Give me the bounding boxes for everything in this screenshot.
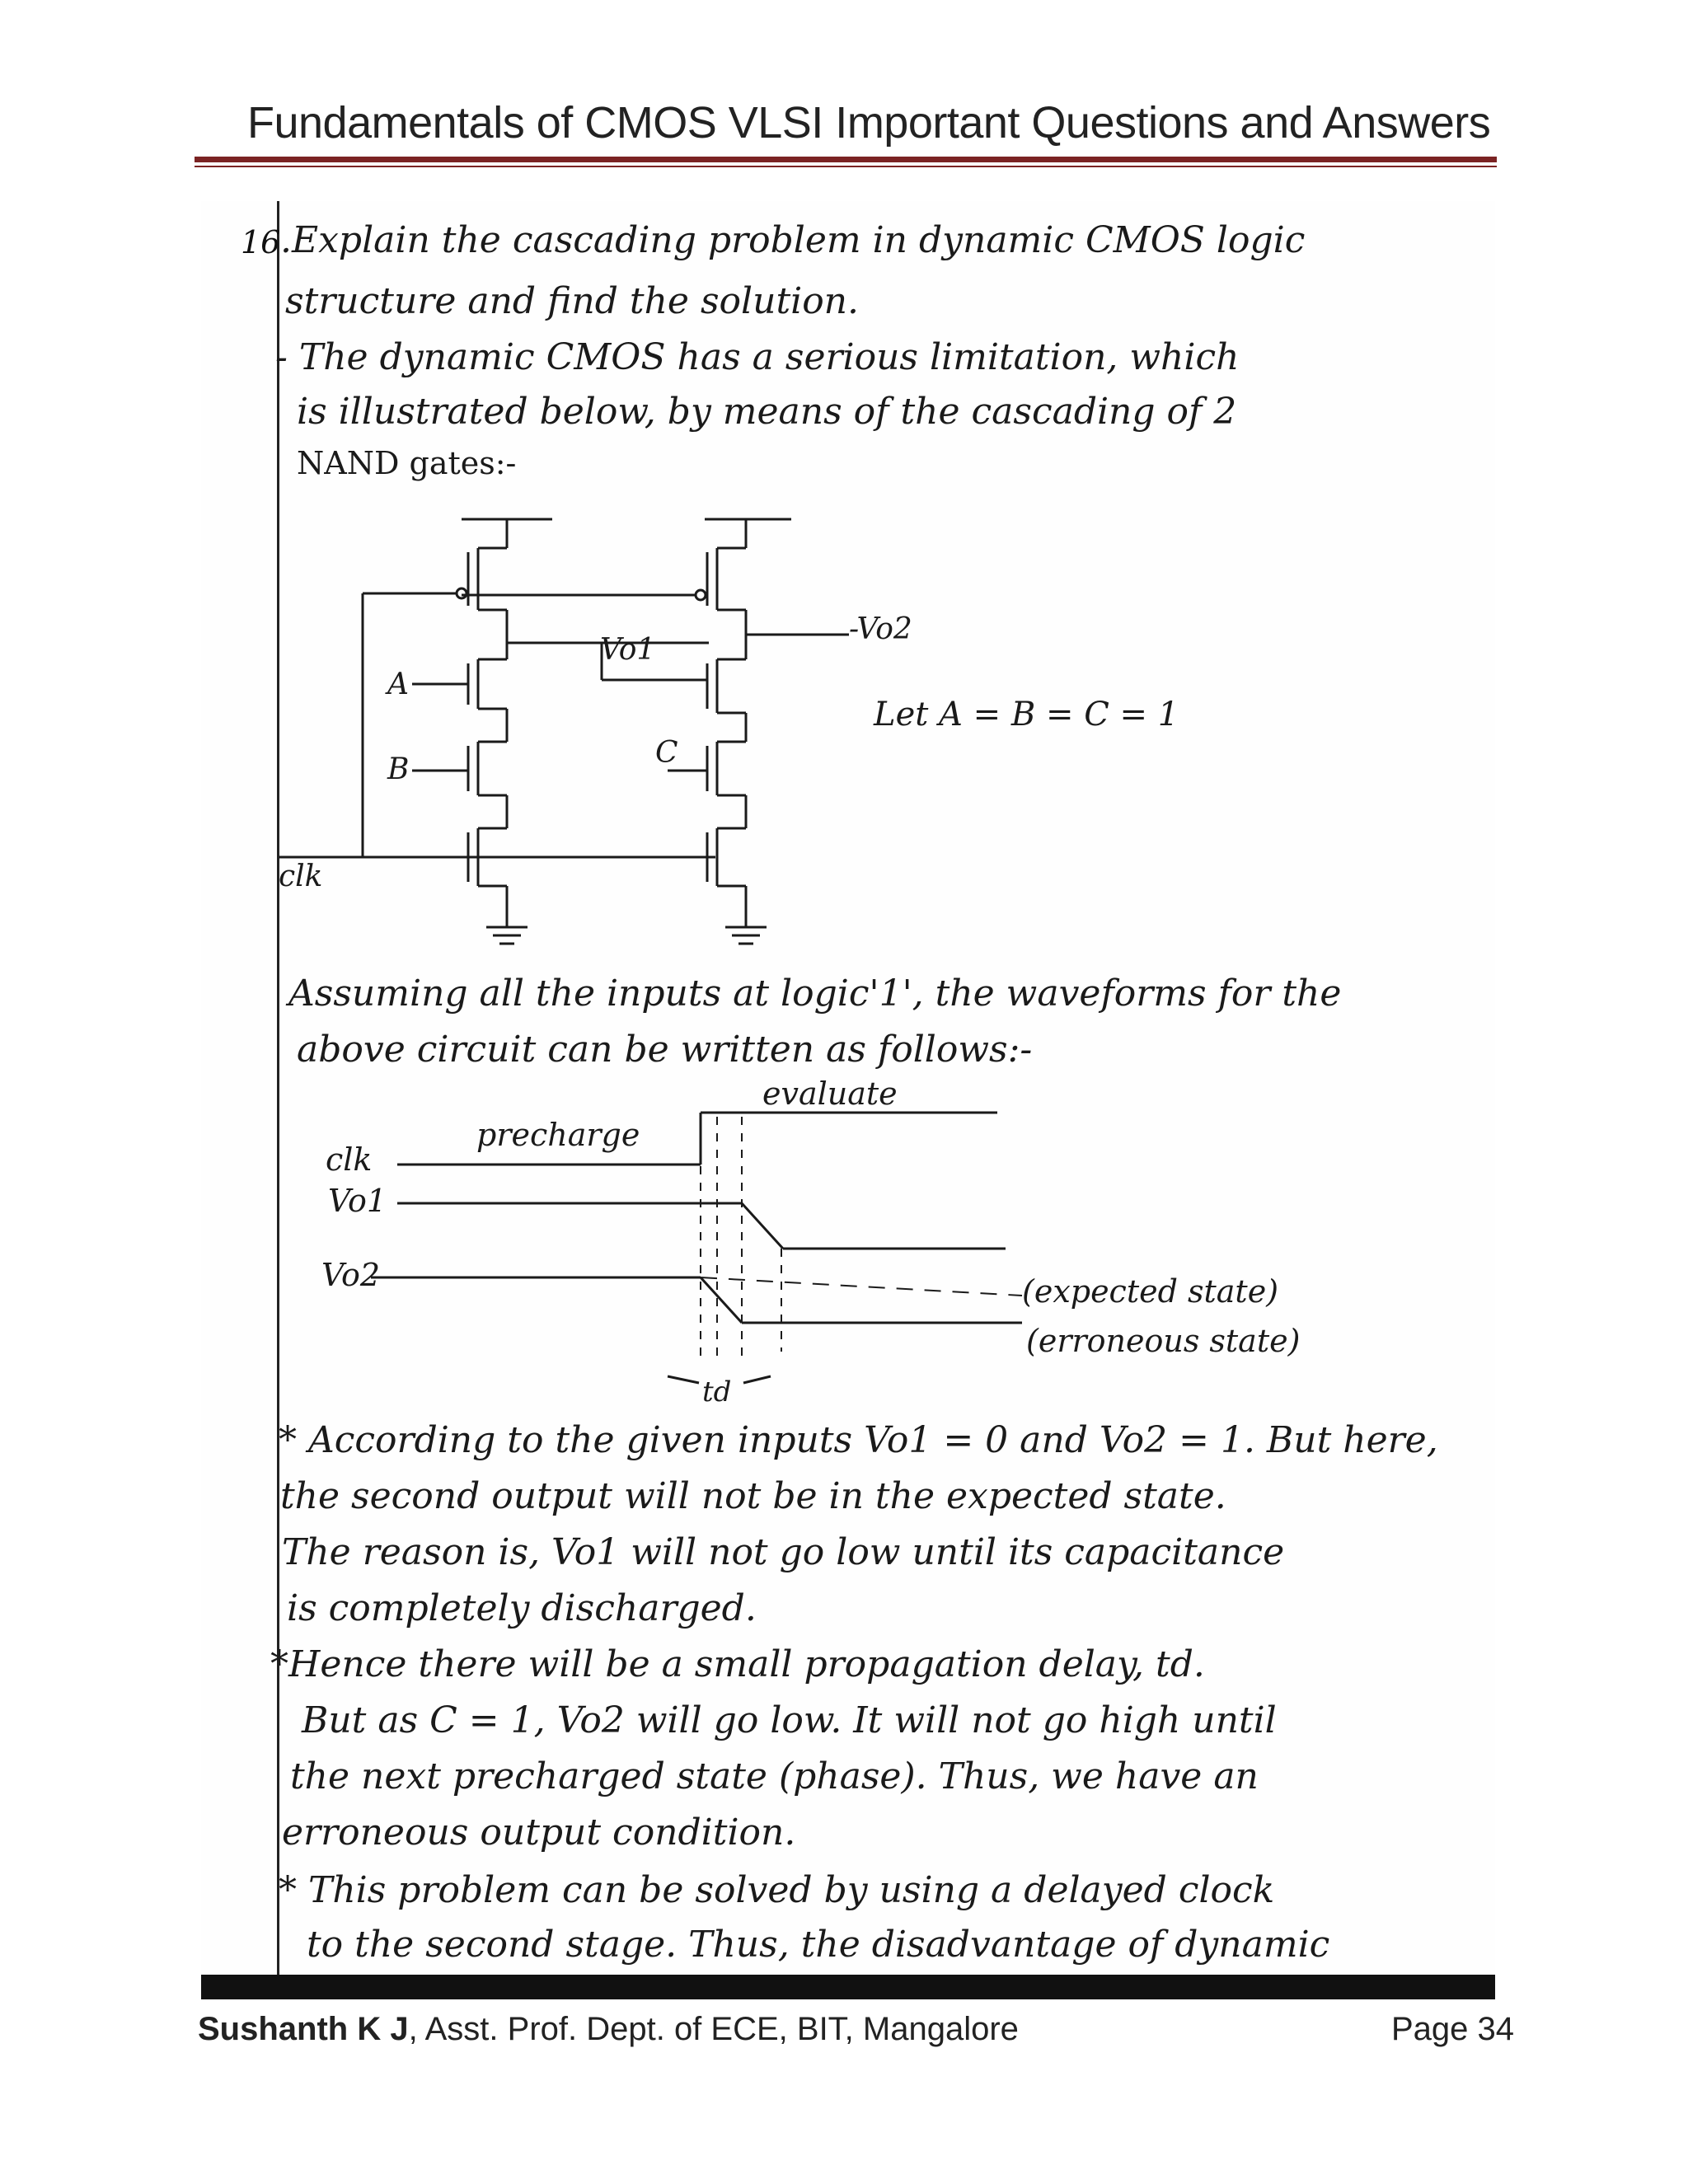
- intro-line-3: NAND gates:-: [297, 445, 517, 481]
- question-line-2: structure and find the solution.: [285, 280, 860, 322]
- circuit-label-vo2: -Vo2: [849, 612, 912, 646]
- footer-credit: [198, 2011, 1019, 2048]
- waveform-evaluate-label: evaluate: [762, 1076, 898, 1112]
- body-p2-line-4: erroneous output condition.: [282, 1811, 796, 1854]
- waveform-erroneous-label: (erroneous state): [1026, 1323, 1301, 1359]
- body-p1-line-4: is completely discharged.: [287, 1587, 757, 1629]
- waveform-intro-line-1: Assuming all the inputs at logic'1', the waveforms for the: [288, 972, 1342, 1015]
- body-p1-line-3: The reason is, Vo1 will not go low until its capacitance: [282, 1531, 1285, 1573]
- footer-page-number: Page 34: [1391, 2011, 1515, 2047]
- circuit-label-vo1: Vo1: [600, 633, 656, 667]
- body-p1-line-2: the second output will not be in the expected state.: [280, 1475, 1226, 1517]
- circuit-label-b: B: [387, 752, 410, 786]
- question-number: 16: [241, 224, 281, 260]
- waveform-td-label: td: [702, 1376, 732, 1408]
- waveform-vo1-label: Vo1: [328, 1183, 387, 1219]
- question-line-1: .Explain the cascading problem in dynamic CMOS logic: [280, 219, 1306, 261]
- waveform-precharge-label: precharge: [476, 1117, 640, 1153]
- page-header-title: Fundamentals of CMOS VLSI Important Questions and Answers: [247, 98, 1491, 148]
- circuit-label-clk: clk: [279, 860, 323, 893]
- timing-waveforms: [371, 1113, 1022, 1383]
- circuit-label-c: C: [655, 736, 678, 770]
- body-p2-line-1: *Hence there will be a small propagation delay, td.: [270, 1643, 1205, 1685]
- notebook-bottom-edge: [201, 1975, 1495, 1999]
- body-p2-line-3: the next precharged state (phase). Thus, we have an: [290, 1755, 1259, 1797]
- intro-line-2: is illustrated below, by means of the cascading of 2: [297, 391, 1237, 433]
- body-p3-line-2: to the second stage. Thus, the disadvantage of dynamic: [307, 1924, 1330, 1966]
- cascaded-nand-circuit: [279, 519, 849, 944]
- intro-line-1: - The dynamic CMOS has a serious limitation, which: [275, 336, 1240, 378]
- waveform-expected-label: (expected state): [1022, 1273, 1279, 1310]
- waveform-intro-line-2: above circuit can be written as follows:-: [297, 1029, 1033, 1071]
- circuit-let-text: Let A = B = C = 1: [874, 696, 1179, 733]
- waveform-vo2-label: Vo2: [321, 1257, 381, 1293]
- footer-author: Sushanth K J: [198, 2011, 409, 2047]
- body-p3-line-1: * This problem can be solved by using a delayed clock: [279, 1869, 1275, 1911]
- body-p1-line-1: * According to the given inputs Vo1 = 0 and Vo2 = 1. But here,: [279, 1419, 1438, 1461]
- waveform-clk-label: clk: [326, 1141, 373, 1178]
- footer-affiliation: , Asst. Prof. Dept. of ECE, BIT, Mangalore: [408, 2011, 1019, 2047]
- circuit-label-a: A: [387, 668, 409, 701]
- body-p2-line-2: But as C = 1, Vo2 will go low. It will not go high until: [302, 1699, 1277, 1741]
